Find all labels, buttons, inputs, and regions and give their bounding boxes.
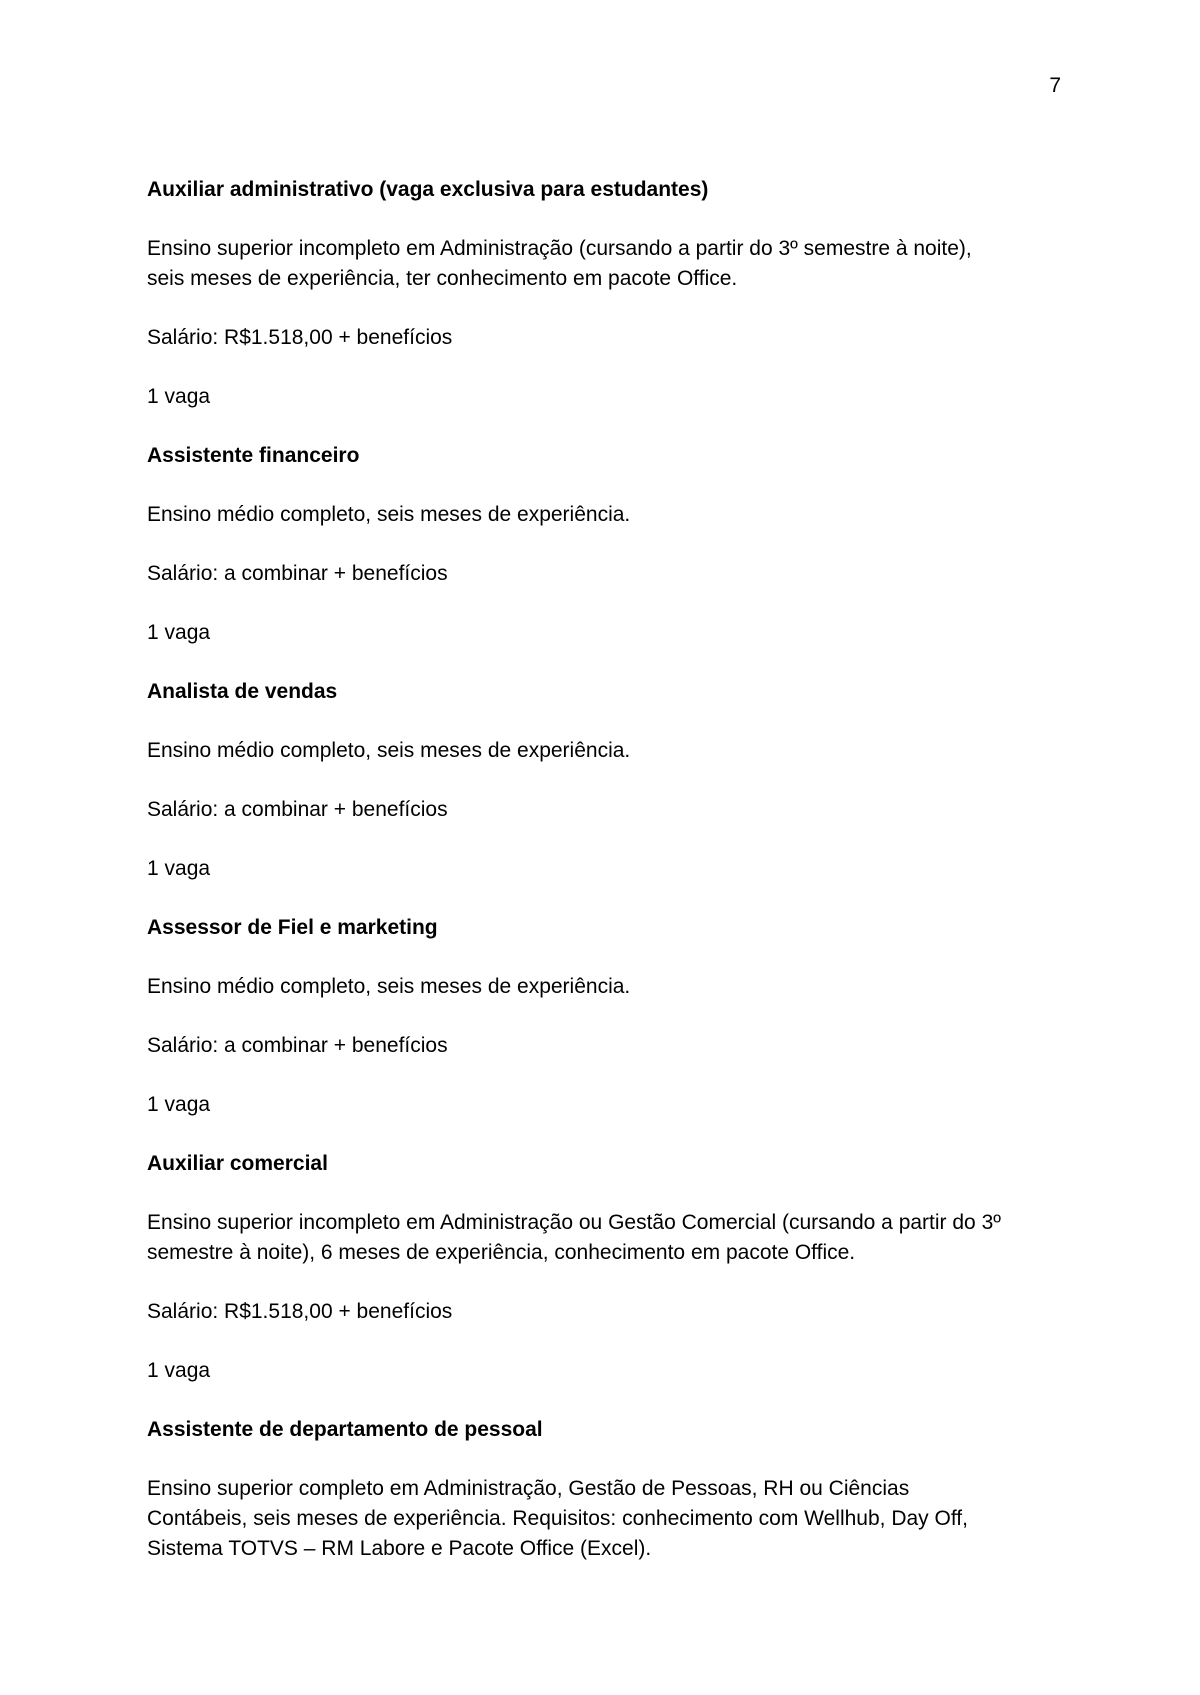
job-salary: Salário: R$1.518,00 + benefícios xyxy=(147,326,453,349)
job-openings: 1 vaga xyxy=(147,857,211,880)
job-salary: Salário: a combinar + benefícios xyxy=(147,562,448,585)
job-listing-assistente-financeiro xyxy=(147,441,1067,648)
job-listing-assessor-de-fiel-e-marketing xyxy=(147,913,1067,1120)
page-number: 7 xyxy=(1049,74,1061,97)
job-openings: 1 vaga xyxy=(147,385,211,408)
job-description: Ensino superior completo em Administração, Gestão de Pessoas, RH ou Ciências Contábeis, seis meses de experiência. Requisitos: conhecimento com Wellhub, Day Off, Sistema TOTVS – RM Labore e Pacote Office (Excel). xyxy=(147,1477,968,1560)
job-title: Assistente financeiro xyxy=(147,444,360,467)
job-title: Analista de vendas xyxy=(147,680,338,703)
job-title: Auxiliar comercial xyxy=(147,1152,328,1175)
job-listing-auxiliar-administrativo xyxy=(147,175,1067,412)
job-description: Ensino superior incompleto em Administração (cursando a partir do 3º semestre à noite), seis meses de experiência, ter conhecimento em pacote Office. xyxy=(147,237,972,290)
job-salary: Salário: R$1.518,00 + benefícios xyxy=(147,1300,453,1323)
job-description: Ensino médio completo, seis meses de experiência. xyxy=(147,975,631,998)
job-description: Ensino médio completo, seis meses de experiência. xyxy=(147,739,631,762)
job-listings xyxy=(147,175,1067,1593)
job-openings: 1 vaga xyxy=(147,1093,211,1116)
job-listing-auxiliar-comercial xyxy=(147,1149,1067,1386)
job-description: Ensino médio completo, seis meses de experiência. xyxy=(147,503,631,526)
job-salary: Salário: a combinar + benefícios xyxy=(147,1034,448,1057)
job-salary: Salário: a combinar + benefícios xyxy=(147,798,448,821)
job-listing-analista-de-vendas xyxy=(147,677,1067,884)
job-openings: 1 vaga xyxy=(147,621,211,644)
job-description: Ensino superior incompleto em Administração ou Gestão Comercial (cursando a partir do 3º semestre à noite), 6 meses de experiência, conhecimento em pacote Office. xyxy=(147,1211,1001,1264)
job-listing-assistente-de-departamento-de-pessoal xyxy=(147,1415,1067,1564)
job-openings: 1 vaga xyxy=(147,1359,211,1382)
job-title: Auxiliar administrativo (vaga exclusiva para estudantes) xyxy=(147,178,709,201)
job-title: Assistente de departamento de pessoal xyxy=(147,1418,543,1441)
job-title: Assessor de Fiel e marketing xyxy=(147,916,438,939)
